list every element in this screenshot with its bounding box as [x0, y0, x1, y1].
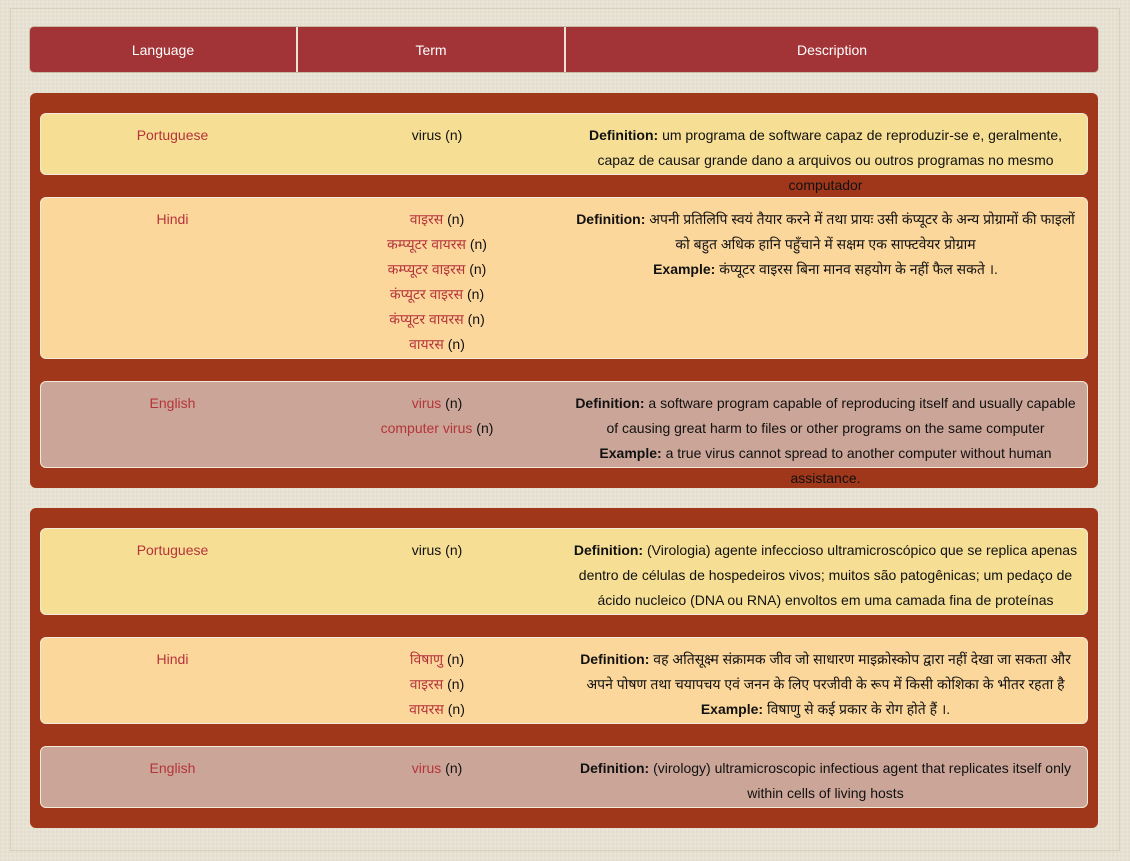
- translation-row-portuguese: [40, 113, 1088, 193]
- term-link[interactable]: कंप्यूटर वाइरस: [389, 286, 464, 302]
- term-list: [304, 382, 570, 467]
- term-list: [304, 747, 570, 807]
- example: [570, 257, 1081, 282]
- header-description: Description: [796, 41, 868, 58]
- term-list: [304, 638, 570, 723]
- description: [570, 638, 1087, 723]
- description: [570, 114, 1087, 193]
- part-of-speech: (n): [445, 760, 463, 776]
- description: [570, 198, 1087, 358]
- part-of-speech: (n): [476, 420, 494, 436]
- part-of-speech: (n): [447, 651, 465, 667]
- term-list: [304, 529, 570, 614]
- term-entry: [304, 391, 570, 416]
- term-entry: [304, 332, 570, 357]
- definition-text: um programa de software capaz de reproduzir-se e, geralmente, capaz de causar grande dano a arquivos ou outros programas no mesmo computador: [597, 127, 1063, 193]
- term-link[interactable]: कंप्यूटर वायरस: [389, 311, 464, 327]
- language-label: Portuguese: [136, 542, 209, 558]
- translation-row-hindi: [40, 637, 1088, 724]
- term-entry: [304, 416, 570, 441]
- term-link[interactable]: वायरस: [409, 701, 444, 717]
- definition-label: Definition:: [588, 127, 659, 143]
- language-label: English: [149, 395, 196, 411]
- definition-text: वह अतिसूक्ष्म संक्रामक जीव जो साधारण माइक्रोस्कोप द्वारा नहीं देखा जा सकता और अपने पोषण तथा चयापचय एवं जनन के लिए परजीवी के रूप में किसी कोशिका के भीतर रहता है: [586, 651, 1071, 692]
- example-label: Example:: [700, 701, 764, 717]
- example-text: कंप्यूटर वाइरस बिना मानव सहयोग के नहीं फैल सकते ।.: [719, 261, 998, 277]
- term-entry: [304, 672, 570, 697]
- example-label: Example:: [599, 445, 662, 461]
- language-label: Hindi: [156, 651, 189, 667]
- description: [570, 529, 1087, 614]
- part-of-speech: (n): [447, 676, 465, 692]
- part-of-speech: (n): [445, 542, 463, 558]
- translation-row-english: [40, 746, 1088, 808]
- example-text: a true virus cannot spread to another computer without human assistance.: [665, 445, 1052, 486]
- part-of-speech: (n): [445, 127, 463, 143]
- definition-text: (virology) ultramicroscopic infectious agent that replicates itself only within cells of living hosts: [653, 760, 1071, 801]
- term-link[interactable]: कम्प्यूटर वाइरस: [387, 261, 466, 277]
- term-link[interactable]: virus: [411, 395, 442, 411]
- term-link[interactable]: वाइरस: [409, 211, 444, 227]
- translation-row-portuguese: [40, 528, 1088, 615]
- term-link[interactable]: computer virus: [380, 420, 473, 436]
- term-entry: [304, 232, 570, 257]
- term-word-plain: virus: [411, 542, 442, 558]
- part-of-speech: (n): [447, 336, 465, 352]
- term-entry: [304, 647, 570, 672]
- term-entry: [304, 697, 570, 722]
- term-entry: [304, 282, 570, 307]
- example-label: Example:: [653, 261, 716, 277]
- definition-label: Definition:: [575, 395, 645, 411]
- definition-label: Definition:: [580, 760, 650, 776]
- definition-text: a software program capable of reproducing itself and usually capable of causing great harm to files or other programs on the same computer: [606, 395, 1076, 436]
- definition-label: Definition:: [573, 542, 644, 558]
- term-link[interactable]: विषाणु: [409, 651, 444, 667]
- term-link[interactable]: virus: [411, 760, 442, 776]
- example-text: विषाणु से कई प्रकार के रोग होते हैं ।.: [766, 701, 951, 717]
- term-entry: [304, 538, 570, 563]
- description: [570, 747, 1087, 807]
- part-of-speech: (n): [445, 395, 463, 411]
- term-link[interactable]: कम्प्यूटर वायरस: [387, 236, 466, 252]
- term-entry: [304, 307, 570, 332]
- term-entry: [304, 756, 570, 781]
- sense-group-2: [30, 508, 1098, 828]
- table-header: [30, 27, 1098, 72]
- part-of-speech: (n): [469, 236, 487, 252]
- part-of-speech: (n): [467, 286, 485, 302]
- language-label: Hindi: [156, 211, 189, 227]
- sense-group-1: [30, 93, 1098, 488]
- header-term: Term: [298, 27, 566, 72]
- description: [570, 382, 1087, 486]
- term-word-plain: virus: [411, 127, 442, 143]
- example: [570, 697, 1081, 722]
- part-of-speech: (n): [447, 211, 465, 227]
- definition-text: (Virologia) agente infeccioso ultramicroscópico que se replica apenas dentro de células de hospedeiros vivos; muitos são patogênicas; um pedaço de ácido nucleico (DNA ou RNA) envoltos em uma camada fina de proteínas: [578, 542, 1078, 608]
- definition-label: Definition:: [576, 211, 646, 227]
- term-entry: [304, 123, 570, 148]
- part-of-speech: (n): [467, 311, 485, 327]
- translation-row-english: [40, 381, 1088, 486]
- term-entry: [304, 207, 570, 232]
- part-of-speech: (n): [447, 701, 465, 717]
- term-list: [304, 198, 570, 358]
- translation-row-hindi: [40, 197, 1088, 359]
- part-of-speech: (n): [469, 261, 487, 277]
- header-language: Language: [30, 27, 298, 72]
- term-link[interactable]: वाइरस: [409, 676, 444, 692]
- term-entry: [304, 257, 570, 282]
- definition-text: अपनी प्रतिलिपि स्वयं तैयार करने में तथा प्रायः उसी कंप्यूटर के अन्य प्रोग्रामों की फाइलों को बहुत अधिक हानि पहुँचाने में सक्षम एक साफ्टवेयर प्रोग्राम: [649, 211, 1075, 252]
- language-label: Portuguese: [136, 127, 209, 143]
- language-label: English: [149, 760, 196, 776]
- term-list: [304, 114, 570, 174]
- term-link[interactable]: वायरस: [409, 336, 444, 352]
- definition-label: Definition:: [580, 651, 650, 667]
- example: [570, 441, 1081, 491]
